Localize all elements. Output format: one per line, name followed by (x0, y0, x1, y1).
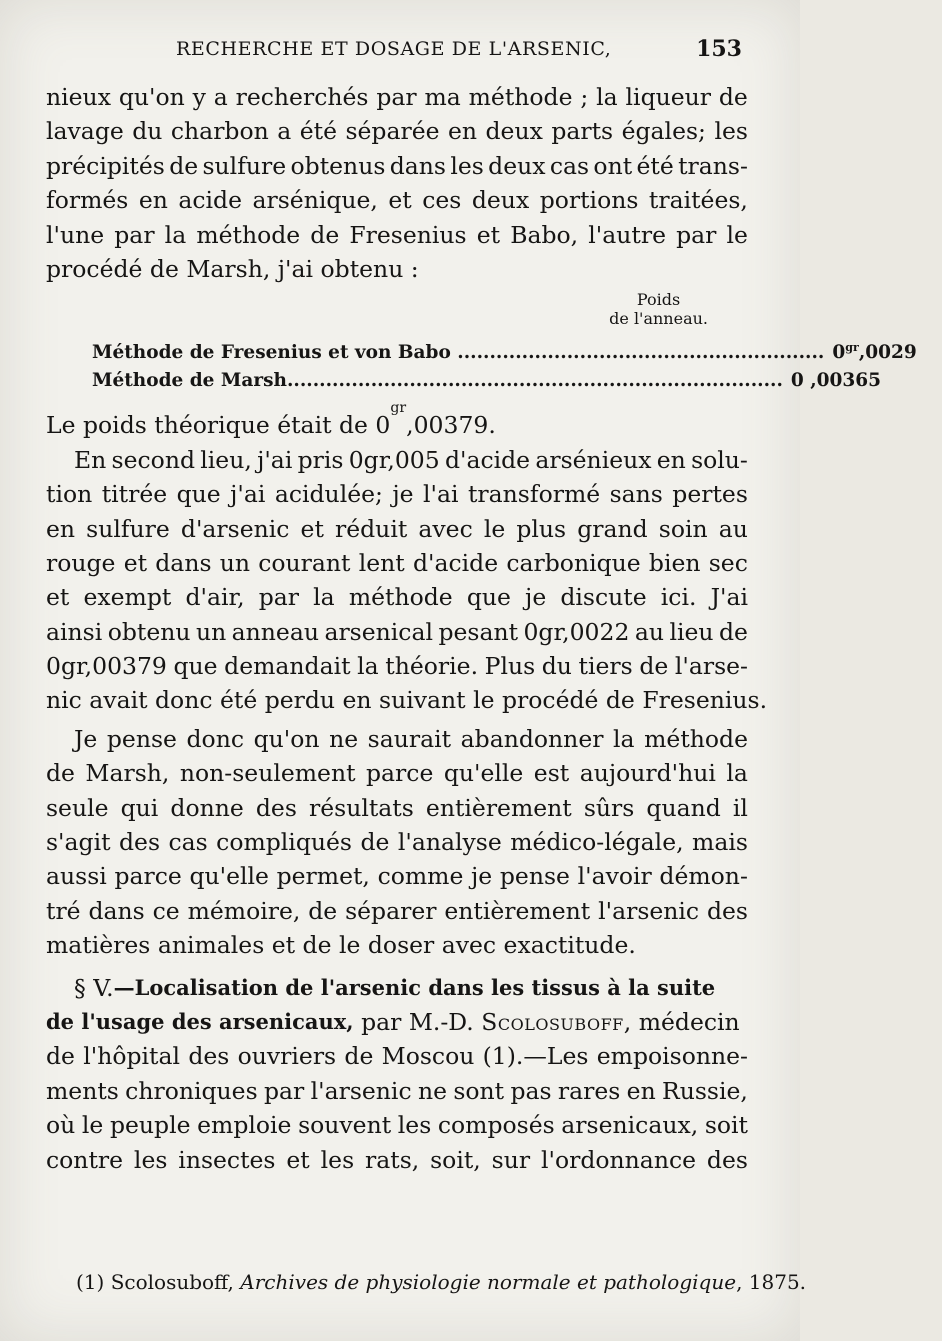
text-line: formés en acide arsénique, et ces deux portions traitées, (46, 186, 748, 215)
section-5 (46, 971, 748, 1177)
text-line: l'une par la méthode de Fresenius et Babo, l'autre par le (46, 220, 748, 249)
text-line: nic avait donc été perdu en suivant le procédé de Fresenius. (46, 686, 768, 715)
text-line: et exempt d'air, par la méthode que je discute ici. J'ai (46, 583, 748, 612)
running-title: RECHERCHE ET DOSAGE DE L'ARSENIC, (176, 38, 612, 60)
text-line: s'agit des cas compliqués de l'analyse médico-légale, mais (46, 828, 748, 857)
text-line: 0gr,00379 que demandait la théorie. Plus du tiers de l'arse- (46, 652, 748, 681)
text-line: tré dans ce mémoire, de séparer entièrement l'arsenic des (46, 896, 748, 925)
journal-title: Archives de physiologie normale et pathologique (240, 1270, 737, 1294)
row-label: Méthode de Fresenius et von Babo (92, 342, 451, 364)
text-line: contre les insectes et les rats, soit, sur l'ordonnance des (46, 1145, 748, 1174)
column-header-line: Poids (636, 290, 681, 310)
footnote: (1) Scolosuboff, Archives de physiologie normale et pathologique, 1875. (76, 1270, 807, 1294)
leader-dots: ............................................................................. (286, 370, 783, 392)
row-label: Méthode de Marsh (92, 370, 287, 392)
row-value: $0^{gr},0029$ (832, 341, 917, 364)
page-body (46, 80, 917, 1177)
text-line: En second lieu, j'ai pris 0gr,005 d'acide arsénieux en solu- (74, 445, 748, 474)
paragraph-4 (46, 722, 748, 963)
section-title: de l'usage des arsenicaux, (46, 1008, 354, 1034)
text-line: où le peuple emploie souvent les composés arsenicaux, soit (46, 1111, 748, 1140)
page-number: 153 (696, 36, 742, 62)
paragraph-2 (46, 400, 748, 442)
text-line: de l'hôpital des ouvriers de Moscou (1).—Les empoisonne- (46, 1042, 748, 1071)
text-line: de Marsh, non-seulement parce qu'elle est aujourd'hui la (46, 759, 748, 788)
text-line: lavage du charbon a été séparée en deux parts égales; les (46, 117, 748, 146)
text-line: matières animales et de le doser avec exactitude. (46, 931, 636, 960)
author-name: Scolosuboff (481, 1007, 624, 1036)
paragraph-3 (46, 443, 768, 718)
text-line: tion titrée que j'ai acidulée; je l'ai transformé sans pertes (46, 480, 748, 509)
leader-dots: ......................................................... (450, 342, 825, 364)
paragraph-1 (46, 80, 748, 286)
table-row (92, 364, 882, 398)
results-table (46, 290, 917, 398)
text-line: seule qui donne des résultats entièrement sûrs quand il (46, 793, 748, 822)
column-header-line: de l'anneau. (609, 309, 708, 329)
text-line: nieux qu'on y a recherchés par ma méthode ; la liqueur de (46, 83, 748, 111)
section-heading-line: de l'usage des arsenicaux, par M.-D. Scolosuboff , médecin (46, 1005, 748, 1039)
row-value: 0 ,00365 (790, 370, 882, 392)
text-line: aussi parce qu'elle permet, comme je pense l'avoir démon- (46, 862, 748, 891)
text-line: rouge et dans un courant lent d'acide carbonique bien sec (46, 548, 748, 577)
text-line: procédé de Marsh, j'ai obtenu : (46, 254, 419, 283)
text-line: ments chroniques par l'arsenic ne sont pas rares en Russie, (46, 1076, 748, 1105)
text-line: Le poids théorique était de 0 gr ,00379. (46, 400, 496, 440)
text-line: précipités de sulfure obtenus dans les deux cas ont été trans- (46, 151, 748, 180)
page-header (46, 36, 746, 66)
column-header (609, 290, 708, 328)
text-line: Je pense donc qu'on ne saurait abandonner la méthode (74, 724, 748, 753)
section-title: —Localisation de l'arsenic dans les tissus à la suite (113, 974, 716, 1000)
section-heading (46, 971, 748, 1005)
text-line: ainsi obtenu un anneau arsenical pesant 0gr,0022 au lieu de (46, 617, 748, 646)
section-number: § V. (74, 973, 114, 1002)
text-line: en sulfure d'arsenic et réduit avec le plus grand soin au (46, 514, 748, 543)
